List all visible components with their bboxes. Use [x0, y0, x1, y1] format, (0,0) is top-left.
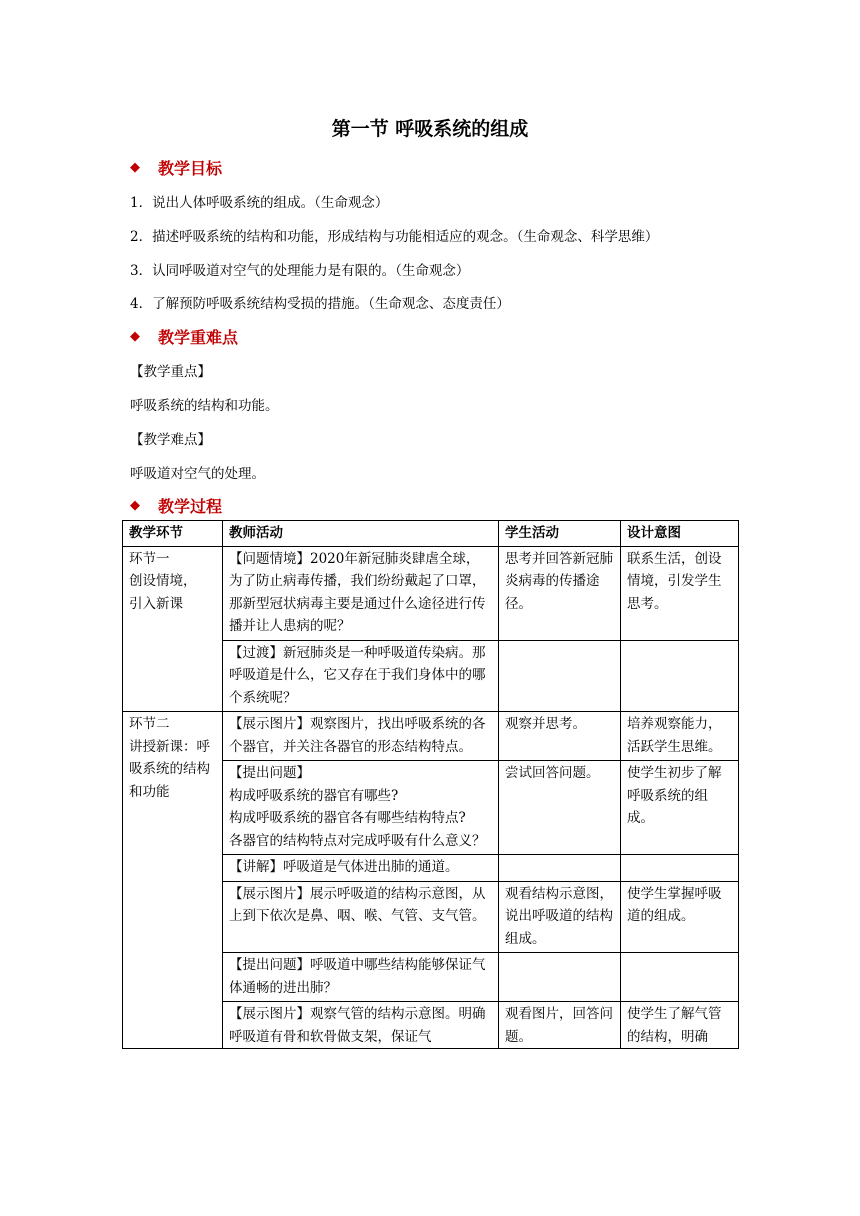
student-activity-cell: 尝试回答问题。	[499, 761, 621, 855]
goal-item: 4．了解预防呼吸系统结构受损的措施。（生命观念、态度责任）	[130, 296, 510, 312]
stage-cell: 环节一 创设情境， 引入新课	[123, 546, 223, 712]
goal-item: 1．说出人体呼吸系统的组成。（生命观念）	[130, 195, 389, 211]
column-header: 学生活动	[499, 521, 621, 547]
section-heading-text: 教学过程	[158, 497, 223, 516]
cell-text: 【展示图片】观察气管的结构示意图。明确呼吸道有骨和软骨做支架，保证气	[229, 1006, 486, 1045]
goal-item: 3．认同呼吸道对空气的处理能力是有限的。（生命观念）	[130, 263, 470, 279]
student-activity-cell	[499, 1002, 621, 1049]
student-activity-cell	[499, 953, 621, 1002]
goal-item: 2．描述呼吸系统的结构和功能，形成结构与功能相适应的观念。（生命观念、科学思维）	[130, 229, 659, 245]
teacher-activity-cell: 【过渡】新冠肺炎是一种呼吸道传染病。那呼吸道是什么，它又存在于我们身体中的哪个系统呢？	[223, 640, 499, 712]
section-heading-keypoints	[130, 325, 238, 348]
student-activity-cell	[499, 640, 621, 712]
section-heading-process	[130, 494, 222, 517]
teacher-activity-cell: 【提出问题】 构成呼吸系统的器官有哪些? 构成呼吸系统的器官各有哪些结构特点? 各器官的结构特点对完成呼吸有什么意义？	[223, 761, 499, 855]
student-activity-cell	[499, 855, 621, 882]
table-header-row	[123, 521, 739, 547]
design-intent-cell: 培养观察能力，活跃学生思维。	[621, 712, 739, 761]
design-intent-cell	[621, 640, 739, 712]
difficulty-text: 呼吸道对空气的处理。	[130, 466, 265, 482]
table-row	[123, 546, 739, 640]
teacher-activity-cell: 【提出问题】呼吸道中哪些结构能够保证气体通畅的进出肺？	[223, 953, 499, 1002]
student-activity-cell: 观看结构示意图，说出呼吸道的结构组成。	[499, 881, 621, 953]
page-title: 第一节 呼吸系统的组成	[331, 118, 529, 140]
student-activity-cell: 观察并思考。	[499, 712, 621, 761]
design-intent-cell	[621, 953, 739, 1002]
focus-label: 【教学重点】	[130, 364, 211, 380]
section-heading-text: 教学重难点	[158, 328, 239, 347]
section-heading-goals	[130, 156, 222, 179]
difficulty-label: 【教学难点】	[130, 432, 211, 448]
design-intent-cell: 联系生活，创设情境，引发学生思考。	[621, 546, 739, 640]
stage-cell: 环节二 讲授新课：呼吸系统的结构和功能	[123, 712, 223, 1049]
column-header: 设计意图	[621, 521, 739, 547]
teacher-activity-cell: 【展示图片】展示呼吸道的结构示意图，从上到下依次是鼻、咽、喉、气管、支气管。	[223, 881, 499, 953]
teacher-activity-cell	[223, 1002, 499, 1049]
teacher-activity-cell: 【问题情境】2020年新冠肺炎肆虐全球，为了防止病毒传播，我们纷纷戴起了口罩，那新型冠状病毒主要是通过什么途径进行传播并让人患病的呢？	[223, 546, 499, 640]
design-intent-cell	[621, 855, 739, 882]
section-heading-text: 教学目标	[158, 159, 223, 178]
teaching-process-table	[122, 520, 739, 1049]
diamond-bullet-icon: ◆	[130, 329, 140, 344]
diamond-bullet-icon: ◆	[130, 498, 140, 513]
column-header: 教师活动	[223, 521, 499, 547]
design-intent-cell: 使学生掌握呼吸道的组成。	[621, 881, 739, 953]
cell-text: 使学生了解气管的结构，明确	[627, 1006, 722, 1045]
teacher-activity-cell: 【展示图片】观察图片，找出呼吸系统的各个器官，并关注各器官的形态结构特点。	[223, 712, 499, 761]
cell-text: 观看图片，回答问题。	[505, 1006, 613, 1045]
teacher-activity-cell: 【讲解】呼吸道是气体进出肺的通道。	[223, 855, 499, 882]
table-row	[123, 712, 739, 761]
design-intent-cell	[621, 1002, 739, 1049]
focus-text: 呼吸系统的结构和功能。	[130, 398, 279, 414]
diamond-bullet-icon: ◆	[130, 160, 140, 175]
column-header: 教学环节	[123, 521, 223, 547]
design-intent-cell: 使学生初步了解呼吸系统的组成。	[621, 761, 739, 855]
student-activity-cell: 思考并回答新冠肺炎病毒的传播途径。	[499, 546, 621, 640]
